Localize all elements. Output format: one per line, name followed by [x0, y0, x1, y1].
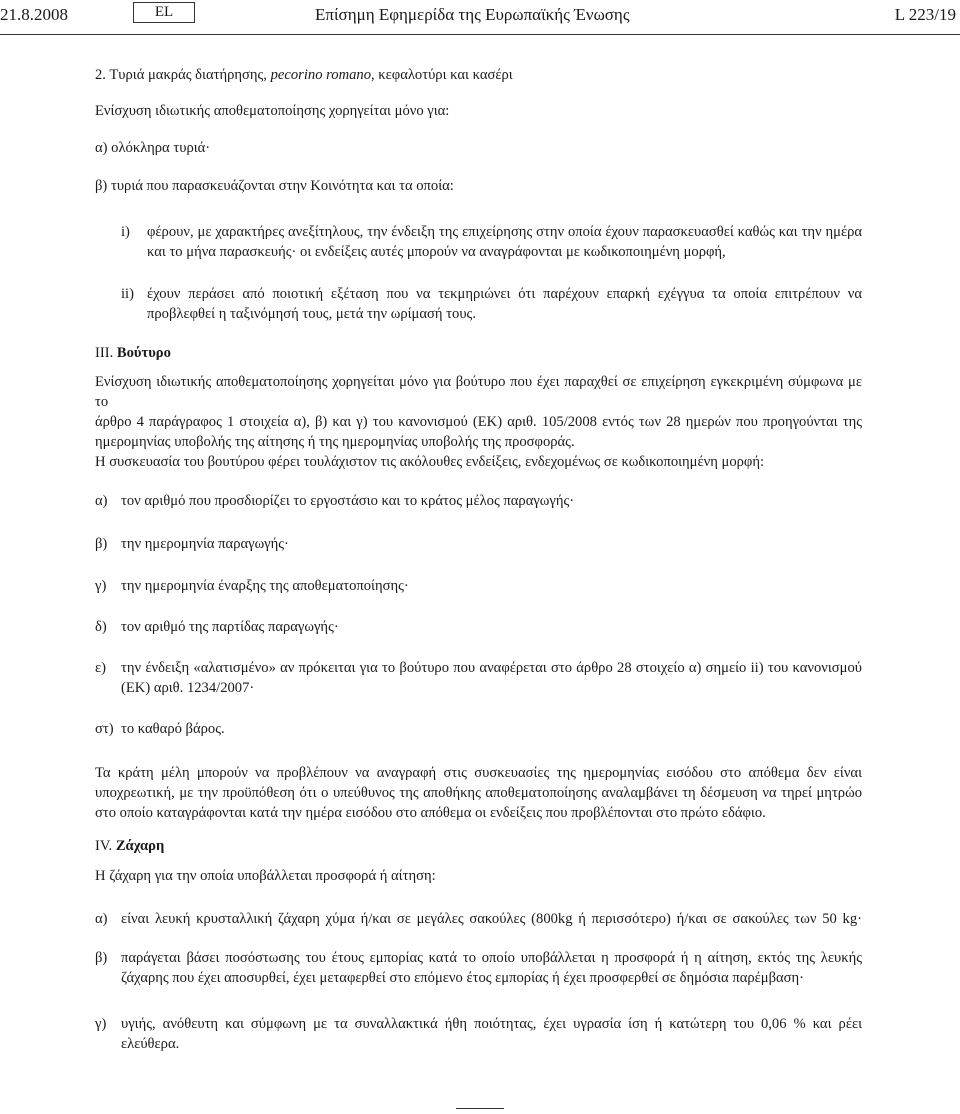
sugar-item-b-label: β) [95, 950, 108, 966]
butter-item-e-line2: (ΕΚ) αριθ. 1234/2007· [121, 680, 255, 696]
butter-item-f-text: το καθαρό βάρος. [121, 721, 225, 737]
section-2-title-part2: , κεφαλοτύρι και κασέρι [371, 67, 513, 83]
sub-item-ii-line2: προβλεφθεί η ταξινόμησή τους, μετά την ωρίμασή τους. [147, 306, 476, 322]
item-text: ολόκληρα τυριά· [111, 140, 211, 156]
butter-item-c-label: γ) [95, 578, 107, 594]
sugar-item-a [121, 909, 862, 929]
language-code-box: EL [133, 2, 195, 23]
sugar-item-c-line2: ελεύθερα. [121, 1036, 180, 1052]
journal-title: Επίσημη Εφημερίδα της Ευρωπαϊκής Ένωσης [315, 5, 630, 24]
section-4-title: Ζάχαρη [115, 838, 165, 854]
para3-line1: Τα κράτη μέλη μπορούν να προβλέπουν να αναγραφή στις συσκευασίες της ημερομηνίας εισόδου στο απόθεμα δεν είναι [95, 765, 862, 781]
sugar-item-c [121, 1014, 862, 1054]
sub-item-ii-line1: έχουν περάσει από ποιοτική εξέταση που να τεκμηριώνει ότι παρέχουν επαρκή εχέγγυα τα οποία επιτρέπουν να [147, 286, 862, 302]
section-2-heading [95, 65, 513, 85]
para1-line1: Ενίσχυση ιδιωτικής αποθεματοποίησης χορηγείται μόνο για βούτυρο που έχει παραχθεί σε επιχείρηση εγκεκριμένη σύμφωνα με το [95, 374, 862, 410]
butter-item-c-text: την ημερομηνία έναρξης της αποθεματοποίησης· [121, 578, 409, 594]
sugar-item-b [121, 948, 862, 988]
sugar-item-a-text: είναι λευκή κρυσταλλική ζάχαρη χύμα ή/και σε μεγάλες σακούλες (800kg ή περισσότερο) ή/και σε σακούλες των 50 kg· [121, 911, 862, 927]
sugar-item-a-label: α) [95, 911, 108, 927]
footer-rule [456, 1108, 504, 1109]
para1-line2: άρθρο 4 παράγραφος 1 στοιχεία α), β) και γ) του κανονισμού (ΕΚ) αριθ. 105/2008 εντός των 28 ημερών που προηγούνται της [95, 414, 862, 430]
section-2-item-a [95, 138, 935, 158]
header-rule [0, 34, 960, 35]
sub-item-i [147, 222, 862, 262]
section-3-paragraph-2: Η συσκευασία του βουτύρου φέρει τουλάχιστον τις ακόλουθες ενδείξεις, ενδεχομένως σε κωδικοποιημένη μορφή: [95, 454, 765, 470]
item-label: α) [95, 140, 108, 156]
item-label: β) [95, 178, 108, 194]
butter-item-e [121, 658, 862, 698]
butter-item-a-label: α) [95, 493, 108, 509]
sub-item-ii-label: ii) [121, 286, 134, 302]
section-2-intro: Ενίσχυση ιδιωτικής αποθεματοποίησης χορηγείται μόνο για: [95, 103, 450, 119]
butter-item-a-text: τον αριθμό που προσδιορίζει το εργοστάσιο και το κράτος μέλος παραγωγής· [121, 493, 575, 509]
butter-item-f-label: στ) [95, 721, 114, 737]
section-3-heading [95, 343, 171, 363]
section-3-number: III. [95, 345, 114, 361]
section-4-intro: Η ζάχαρη για την οποία υποβάλλεται προσφορά ή αίτηση: [95, 868, 436, 884]
section-4-heading [95, 836, 164, 856]
section-3-paragraph-1 [95, 372, 862, 452]
section-2-item-b [95, 176, 935, 196]
butter-item-e-label: ε) [95, 660, 106, 676]
sub-item-i-line1: φέρουν, με χαρακτήρες ανεξίτηλους, την ένδειξη της επιχείρησης στην οποία έχουν παρασκευασθεί καθώς και την ημέρα [147, 224, 862, 240]
sugar-item-c-label: γ) [95, 1016, 107, 1032]
para3-line2: υποχρεωτική, με την προϋπόθεση ότι ο υπεύθυνος της αποθήκης αποθεματοποίησης αναλαμβάνει τη δέσμευση να τηρεί μητρώο [95, 785, 862, 801]
section-2-title-italic: pecorino romano [270, 67, 371, 83]
para3-line3: στο οποίο καταγράφονται κατά την ημέρα εισόδου στο απόθεμα οι ενδείξεις που προβλέπονται στο πρώτο εδάφιο. [95, 805, 766, 821]
sub-item-i-line2: και το μήνα παρασκευής· οι ενδείξεις αυτές μπορούν να αναγράφονται με κωδικοποιημένη μορφή, [147, 244, 726, 260]
butter-item-d-label: δ) [95, 619, 107, 635]
sugar-item-b-line1: παράγεται βάσει ποσόστωσης του έτους εμπορίας κατά το οποίο υποβάλλεται η προσφορά ή η αίτηση, εκτός της λευκής [121, 950, 862, 966]
item-text: τυριά που παρασκευάζονται στην Κοινότητα και τα οποία: [110, 178, 454, 194]
page-reference: L 223/19 [894, 5, 956, 24]
butter-item-e-line1: την ένδειξη «αλατισμένο» αν πρόκειται για το βούτυρο που αναφέρεται στο άρθρο 28 στοιχείο α) σημείο ii) του κανονισμού [121, 660, 862, 676]
butter-item-d-text: τον αριθμό της παρτίδας παραγωγής· [121, 619, 339, 635]
section-2-title-part1: Τυριά μακράς διατήρησης, [109, 67, 271, 83]
section-3-title: Βούτυρο [116, 345, 171, 361]
publication-date: 21.8.2008 [0, 5, 68, 24]
sugar-item-b-line2: ζάχαρης που έχει αποσυρθεί, έχει μεταφερθεί στο επόμενο έτος εμπορίας ή έχει προσφερθεί σε δημόσια παρέμβαση· [121, 970, 805, 986]
sugar-item-c-line1: υγιής, ανόθευτη και σύμφωνη με τα συναλλακτικά ήθη ποιότητας, έχει υγρασία ίση ή κατώτερη του 0,06 % και ρέει [121, 1016, 862, 1032]
para1-line3: ημερομηνίας υποβολής της αίτησης ή της ημερομηνίας υποβολής της προσφοράς. [95, 434, 575, 450]
section-4-number: IV. [95, 838, 113, 854]
sub-item-ii [147, 284, 862, 324]
section-3-paragraph-3 [95, 763, 862, 823]
butter-item-b-label: β) [95, 536, 108, 552]
butter-item-b-text: την ημερομηνία παραγωγής· [121, 536, 289, 552]
page-header [0, 0, 960, 34]
sub-item-i-label: i) [121, 224, 130, 240]
section-2-number: 2. [95, 67, 106, 83]
